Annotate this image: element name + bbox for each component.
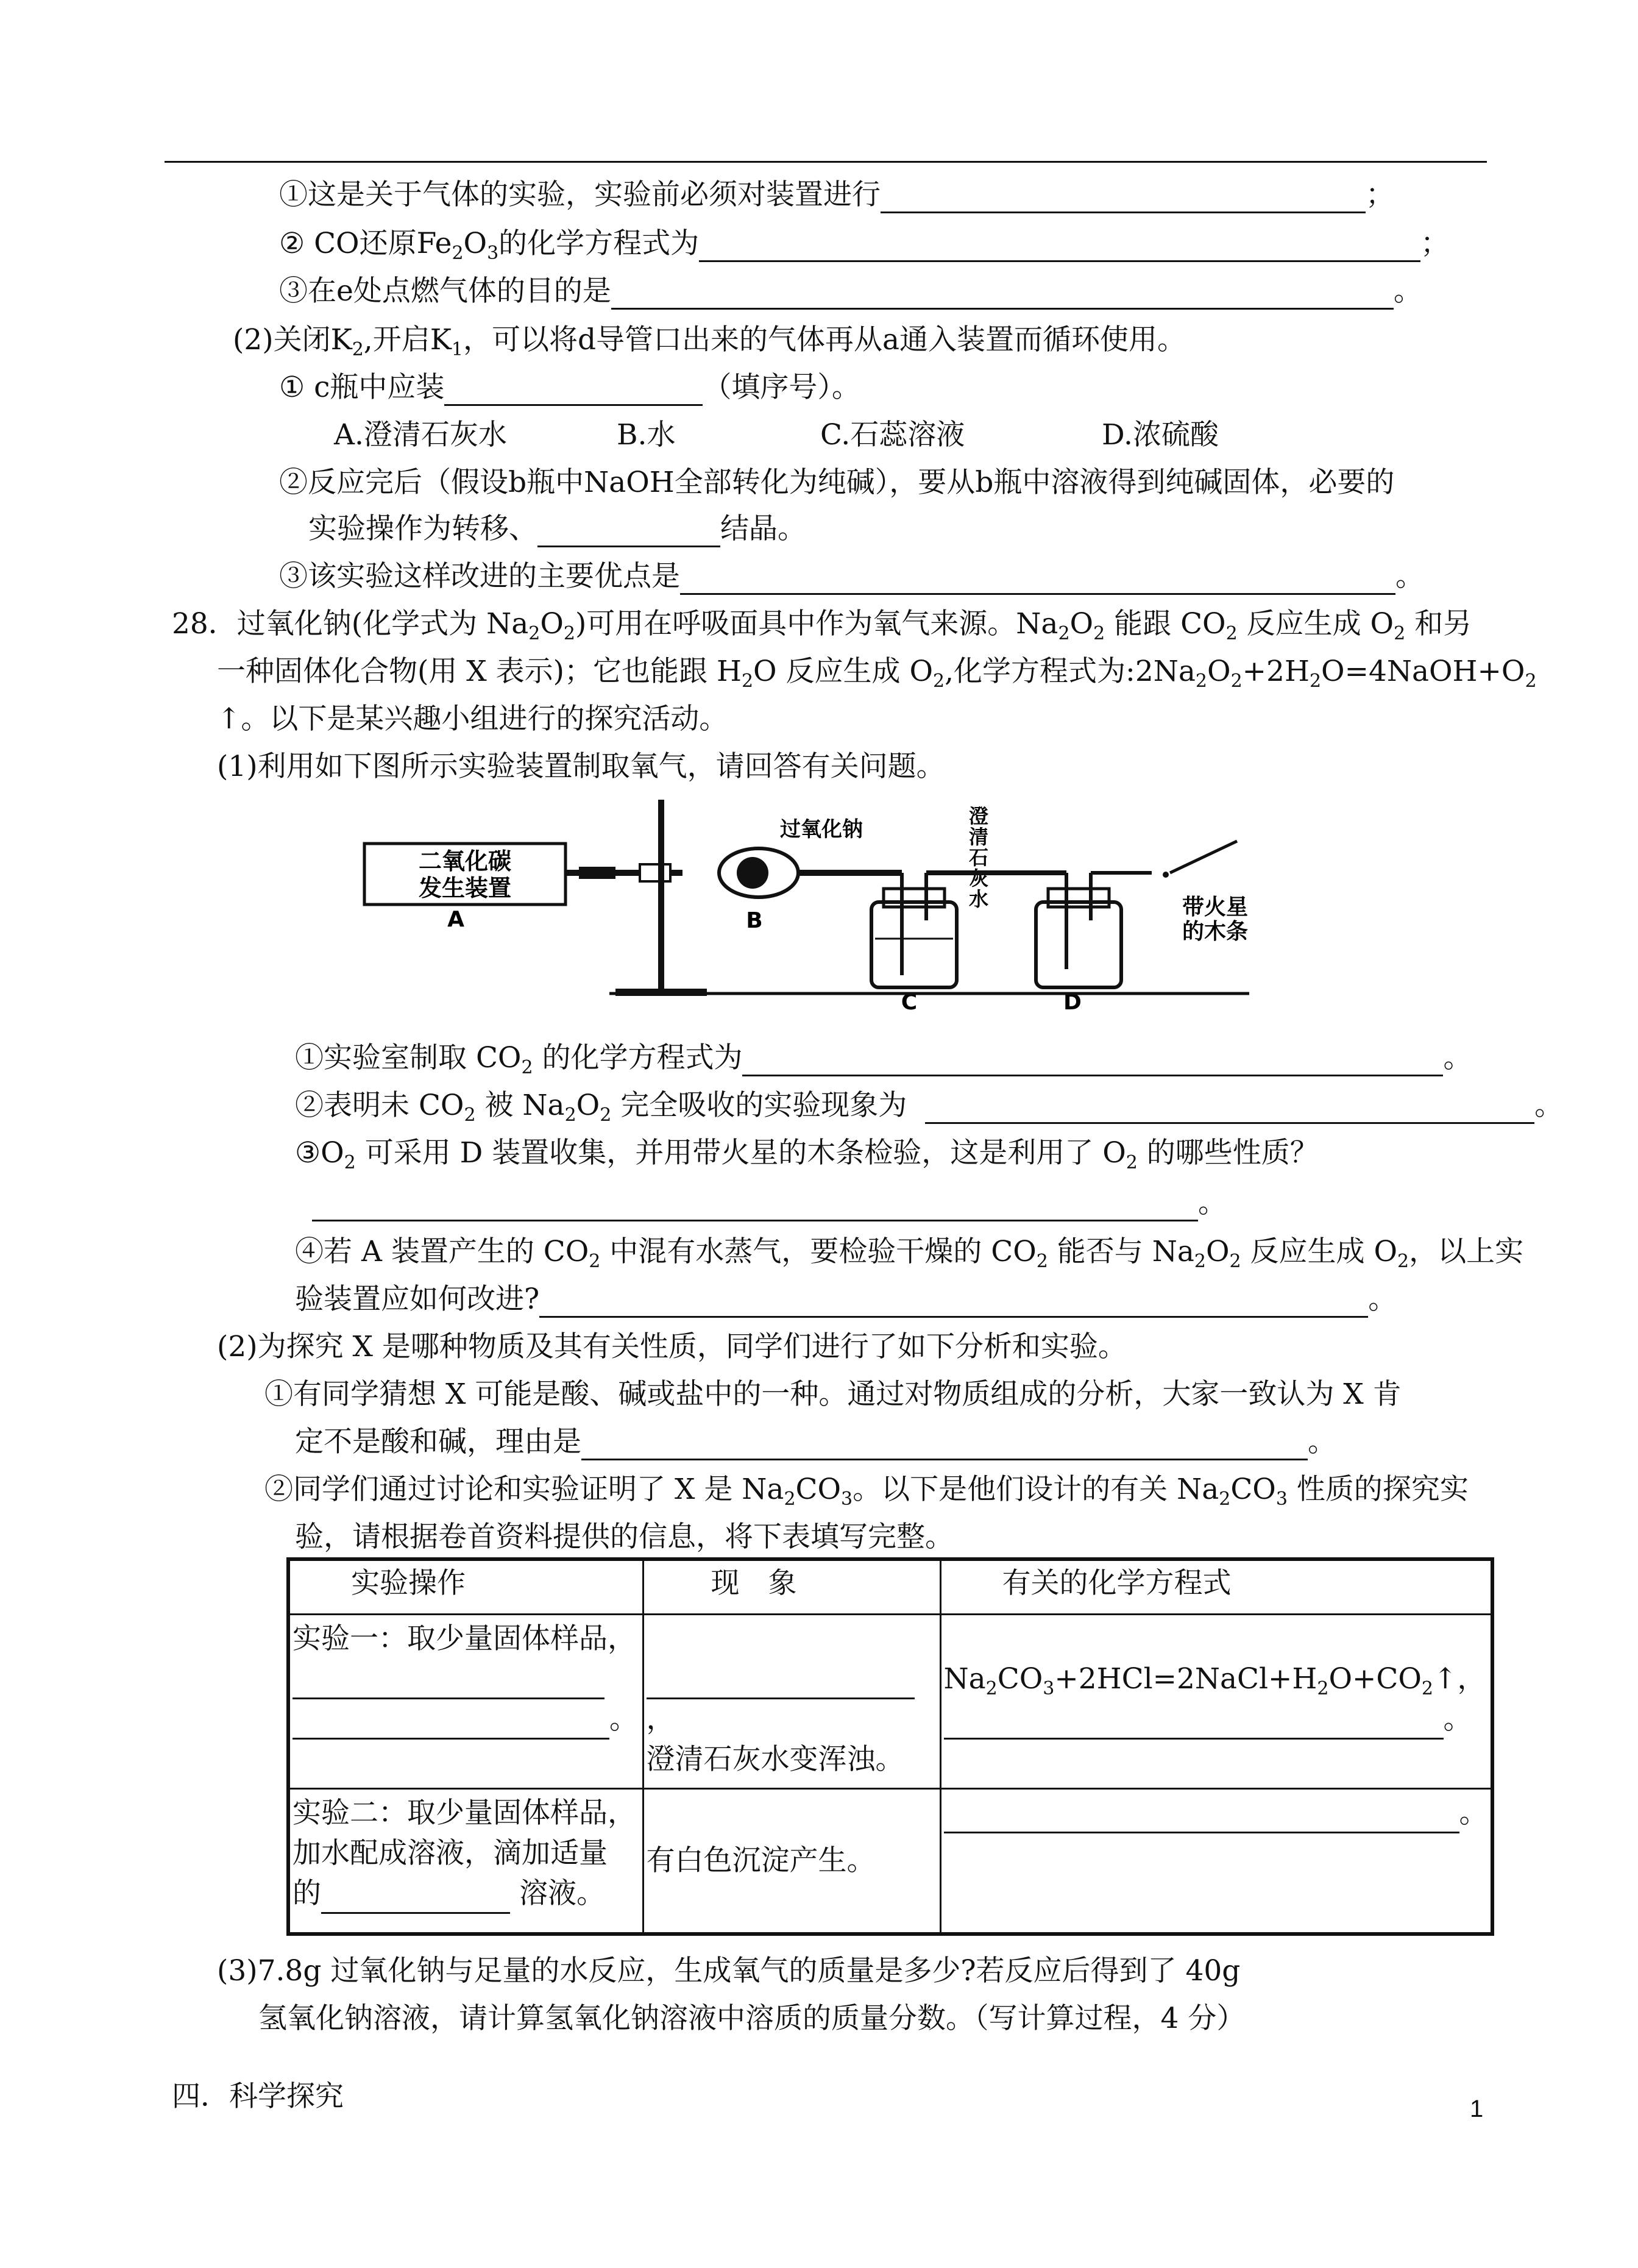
subscript: 2: [1394, 623, 1406, 644]
section4-title: 四．科学探究: [172, 2080, 344, 2113]
subscript: 2: [464, 1104, 476, 1126]
label-limewater: [969, 805, 988, 911]
glowing-splint: [1170, 841, 1237, 873]
q28-line1-d: O: [1069, 607, 1094, 641]
q28-line1-g: 和另: [1405, 607, 1472, 641]
subscript: 2: [1229, 1251, 1241, 1272]
splint-spark: [1163, 872, 1169, 878]
row2-equation: [940, 1789, 1492, 1934]
row1-eq-c: +2HCl=2NaCl+H: [1054, 1662, 1317, 1696]
q28-p1-item1-b: 的化学方程式为: [533, 1041, 743, 1075]
row2-op-line2: 加水配成溶液，滴加适量: [292, 1836, 608, 1870]
q28-p1-item3-b: 可采用 D 装置收集，并用带火星的木条检验，这是利用了 O: [355, 1136, 1126, 1170]
subscript: 2: [452, 243, 464, 264]
answer-blank[interactable]: [699, 232, 1420, 262]
subscript: 2: [1397, 1251, 1409, 1272]
label-na2o2: 过氧化钠: [780, 817, 863, 842]
q27-part2-item3-text: ③该实验这样改进的主要优点是: [279, 560, 680, 593]
row2-op-line3-a: 的: [292, 1877, 321, 1910]
label-splint-1: 带火星: [1182, 895, 1249, 920]
subscript: 2: [1126, 1152, 1138, 1173]
q28-p1-item4-suffix: 。: [1368, 1282, 1397, 1316]
q28-p2-item1-line2: [295, 1424, 1336, 1460]
q28-line3: ↑。以下是某兴趣小组进行的探究活动。: [217, 702, 728, 736]
q28-part3-line1: (3)7.8g 过氧化钠与足量的水反应，生成氧气的质量是多少?若反应后得到了 40g: [217, 1954, 1241, 1988]
subscript: 2: [1219, 1488, 1231, 1510]
row1-eq-a: Na: [943, 1662, 986, 1696]
row1-eq-b: CO: [997, 1662, 1043, 1696]
q28-p1-item3: [295, 1135, 1319, 1171]
label-a: A: [447, 907, 464, 932]
subscript: 2: [1421, 1678, 1433, 1699]
label-splint-2: 的木条: [1182, 919, 1249, 944]
clamp: [640, 864, 670, 881]
q28-line2-a: 一种固体化合物(用 X 表示)；它也能跟 H: [217, 655, 742, 688]
subscript: 2: [1194, 1251, 1206, 1272]
row1-eq-suffix: 。: [1443, 1702, 1472, 1736]
row1-operation: [288, 1615, 643, 1789]
header-operation: 实验操作: [288, 1559, 643, 1615]
q28-line1-e: 能跟 CO: [1105, 607, 1226, 641]
q27-item2-mid: O: [463, 227, 488, 260]
q28-line1: [172, 606, 1472, 642]
box-label-line1: 二氧化碳: [418, 848, 512, 875]
option-d: D.浓硫酸: [1102, 418, 1219, 452]
page-number: 1: [1470, 2096, 1484, 2122]
q28-p1-item2-d: 完全吸收的实验现象为: [611, 1089, 907, 1122]
row1-phen-line2: 澄清石灰水变浑浊。: [646, 1743, 904, 1776]
q27-item1-suffix: ；: [1366, 178, 1394, 212]
answer-blank[interactable]: [680, 565, 1395, 595]
row1-phenomenon: [643, 1615, 940, 1789]
q27-item2-rest: 的化学方程式为: [498, 227, 700, 260]
q28-p2-item1-suffix: 。: [1308, 1425, 1336, 1459]
q28-line2-c: ,化学方程式为:2Na: [945, 655, 1196, 688]
limewater-char: 清: [969, 825, 989, 848]
header-phenomenon: 现 象: [643, 1559, 940, 1615]
connector: [579, 867, 615, 879]
subscript: 2: [1525, 670, 1537, 692]
bottle-c-stopper: [884, 889, 945, 907]
subscript: 2: [1230, 670, 1243, 692]
q28-part2-intro: (2)为探究 X 是哪种物质及其有关性质，同学们进行了如下分析和实验。: [217, 1330, 1127, 1363]
q28-p1-item3-c: 的哪些性质？: [1137, 1136, 1319, 1170]
q28-p1-item4-d: O: [1205, 1235, 1230, 1268]
subscript: 3: [841, 1488, 853, 1510]
q28-p2-item1-line1: ①有同学猜想 X 可能是酸、碱或盐中的一种。通过对物质组成的分析，大家一致认为 X 肯: [264, 1378, 1402, 1411]
q27-part2-item1: [279, 369, 860, 406]
subscript: 2: [1309, 670, 1322, 692]
q28-p1-item3-a: ③O: [295, 1136, 344, 1170]
q27-part2-item1-text: ① c瓶中应装: [279, 371, 445, 404]
row2-phen: 有白色沉淀产生。: [646, 1843, 876, 1877]
q27-part2-item2-line2: [308, 511, 806, 547]
bottle-c: [871, 902, 957, 987]
q27-part2-intro: [233, 322, 1186, 358]
answer-blank[interactable]: [581, 1431, 1308, 1460]
q28-p1-item2-a: ②表明未 CO: [295, 1089, 464, 1122]
subscript: 2: [563, 623, 575, 644]
experiment-table: [286, 1557, 1494, 1936]
row1-phen-suffix: ，: [646, 1702, 675, 1736]
row1-eq-d: O+CO: [1328, 1662, 1422, 1696]
q27-part2-item3-suffix: 。: [1395, 560, 1424, 593]
apparatus-diagram: [353, 792, 1255, 1012]
q28-part1-intro: (1)利用如下图所示实验装置制取氧气，请回答有关问题。: [217, 750, 945, 783]
table-row: [288, 1615, 1492, 1789]
subscript: 2: [600, 1104, 612, 1126]
label-c: C: [901, 990, 918, 1012]
q28-p2-item2-a: ②同学们通过讨论和实验证明了 X 是 Na: [264, 1473, 784, 1506]
subscript: 2: [1225, 623, 1238, 644]
q28-p1-item4-line2-text: 验装置应如何改进?: [295, 1282, 540, 1316]
subscript: 2: [933, 670, 945, 692]
option-c: C.石蕊溶液: [820, 418, 965, 452]
label-d: D: [1063, 990, 1082, 1012]
row2-operation: [288, 1789, 643, 1934]
q28-p1-item2: [295, 1087, 1563, 1124]
q27-part2-intro-a: (2)关闭K: [233, 323, 352, 357]
subscript: 2: [589, 1251, 601, 1272]
q27-item2-suffix: ；: [1420, 227, 1450, 260]
q27-part2-item1-suffix: （填序号）。: [703, 371, 860, 404]
row1-eq-e: ↑，: [1433, 1662, 1486, 1696]
q28-p1-item3-answer: [312, 1185, 1227, 1221]
q27-part2-item3: [279, 558, 1424, 595]
q28-p2-item2-line2: 验，请根据卷首资料提供的信息，将下表填写完整。: [295, 1520, 954, 1554]
q28-part3-line2: 氢氧化钠溶液，请计算氢氧化钠溶液中溶质的质量分数。（写计算过程，4 分）: [258, 2002, 1246, 2035]
answer-blank[interactable]: [444, 376, 703, 406]
q28-p1-item1: [295, 1040, 1472, 1076]
q28-p2-item2-b: CO: [795, 1473, 842, 1506]
q28-p1-item4-e: 反应生成 O: [1241, 1235, 1398, 1268]
subscript: 3: [1043, 1678, 1055, 1699]
q28-p1-item4-c: 能否与 Na: [1048, 1235, 1194, 1268]
q28-line2-d: O: [1207, 655, 1231, 688]
table-header-row: [288, 1559, 1492, 1615]
q28-p2-item1-line2-text: 定不是酸和碱，理由是: [295, 1425, 581, 1459]
q27-part2-item2-line2-text: 实验操作为转移、: [308, 512, 537, 546]
q28-line1-f: 反应生成 O: [1237, 607, 1394, 641]
answer-blank[interactable]: [539, 1288, 1368, 1318]
q27-item1: [279, 177, 1394, 213]
q28-p2-item2-e: 性质的探究实: [1287, 1473, 1469, 1506]
subscript: 2: [1317, 1678, 1329, 1699]
limewater-char: 澄: [969, 805, 989, 828]
q27-part2-item2-line2-suffix: 结晶。: [720, 512, 806, 546]
q27-item2-text: ② CO还原Fe: [279, 227, 452, 260]
subscript: 2: [985, 1678, 998, 1699]
answer-blank[interactable]: [925, 1094, 1534, 1124]
subscript: 2: [741, 670, 754, 692]
answer-blank[interactable]: [944, 1804, 1459, 1833]
q28-p1-item2-c: O: [576, 1089, 600, 1122]
header-rule: [165, 161, 1487, 163]
subscript: 3: [487, 243, 499, 264]
q28-p1-item2-suffix: 。: [1534, 1089, 1564, 1122]
q28-p1-item4-a: ④若 A 装置产生的 CO: [295, 1235, 589, 1268]
label-b: B: [746, 908, 763, 933]
q28-line2-e: +2H: [1242, 655, 1310, 688]
q28-p2-item2-c: 。以下是他们设计的有关 Na: [853, 1473, 1219, 1506]
answer-blank[interactable]: [944, 1710, 1444, 1740]
q27-item1-text: ①这是关于气体的实验，实验前必须对装置进行: [279, 178, 881, 212]
row1-equation: [940, 1615, 1492, 1789]
box-label-line2: 发生装置: [418, 875, 512, 901]
subscript: 2: [564, 1104, 576, 1126]
q28-p1-item1-suffix: 。: [1443, 1041, 1472, 1075]
row2-phenomenon: [643, 1789, 940, 1934]
q28-line1-a: 28．过氧化钠(化学式为 Na: [172, 607, 529, 641]
na2o2-sample: [737, 857, 768, 889]
table-row: [288, 1789, 1492, 1934]
subscript: 2: [1093, 623, 1105, 644]
option-a: A.澄清石灰水: [334, 418, 507, 452]
header-equation: 有关的化学方程式: [940, 1559, 1492, 1615]
answer-blank[interactable]: [537, 517, 720, 547]
q28-p1-item4-b: 中混有水蒸气，要检验干燥的 CO: [600, 1235, 1037, 1268]
answer-blank[interactable]: [881, 183, 1366, 213]
subscript: 2: [521, 1057, 533, 1078]
row1-op-text: 实验一：取少量固体样品，: [292, 1622, 636, 1655]
q27-part2-item2-line1: ②反应完后（假设b瓶中NaOH全部转化为纯碱），要从b瓶中溶液得到纯碱固体，必要的: [279, 466, 1395, 499]
subscript: 2: [528, 623, 541, 644]
q28-p1-item1-a: ①实验室制取 CO: [295, 1041, 522, 1075]
subscript: 2: [1036, 1251, 1048, 1272]
q28-line1-c: )可用在呼吸面具中作为氧气来源。Na: [575, 607, 1058, 641]
bottle-d-stopper: [1048, 889, 1109, 907]
answer-blank[interactable]: [647, 1669, 915, 1699]
q27-item2: [279, 226, 1449, 262]
row2-eq-suffix: 。: [1459, 1796, 1488, 1830]
q28-line2: [217, 653, 1537, 690]
q28-p1-item3-suffix: 。: [1198, 1186, 1227, 1220]
answer-blank[interactable]: [312, 1192, 1198, 1221]
subscript: 2: [352, 339, 364, 360]
answer-blank[interactable]: [292, 1710, 609, 1740]
row2-op-line1: 实验二：取少量固体样品，: [292, 1796, 636, 1830]
q28-p1-item4-f: ，以上实: [1409, 1235, 1524, 1268]
q28-p1-item4-line2: [295, 1281, 1397, 1318]
answer-blank[interactable]: [292, 1669, 604, 1699]
q27-item3-text: ③在e处点燃气体的目的是: [279, 274, 611, 308]
q28-p1-item4: [295, 1234, 1523, 1270]
subscript: 1: [451, 339, 463, 360]
option-b: B.水: [617, 418, 676, 452]
q28-line1-b: O: [540, 607, 564, 641]
bottle-d: [1036, 902, 1121, 987]
q28-line2-f: O=4NaOH+O: [1321, 655, 1525, 688]
q27-item3-suffix: 。: [1393, 274, 1422, 308]
q28-p2-item2-d: CO: [1230, 1473, 1276, 1506]
answer-blank[interactable]: [742, 1047, 1443, 1076]
subscript: 2: [784, 1488, 796, 1510]
q27-part2-intro-c: ，可以将d导管口出来的气体再从a通入装置而循环使用。: [463, 323, 1186, 357]
subscript: 2: [344, 1152, 356, 1173]
q28-p2-item2-line1: [264, 1471, 1469, 1508]
answer-blank[interactable]: [321, 1884, 510, 1914]
q27-part2-intro-b: ,开启K: [363, 323, 452, 357]
limewater-char: 石: [969, 846, 989, 869]
limewater-char: 水: [969, 887, 989, 911]
row1-op-end: 。: [609, 1702, 638, 1736]
q27-item3: [279, 273, 1422, 310]
subscript: 2: [1195, 670, 1208, 692]
answer-blank[interactable]: [611, 280, 1394, 310]
subscript: 3: [1275, 1488, 1288, 1510]
q28-line2-b: O 反应生成 O: [753, 655, 933, 688]
subscript: 2: [1058, 623, 1070, 644]
row2-op-line3-b: 溶液。: [510, 1877, 605, 1910]
limewater-char: 灰: [969, 867, 989, 890]
q28-p1-item2-b: 被 Na: [475, 1089, 565, 1122]
